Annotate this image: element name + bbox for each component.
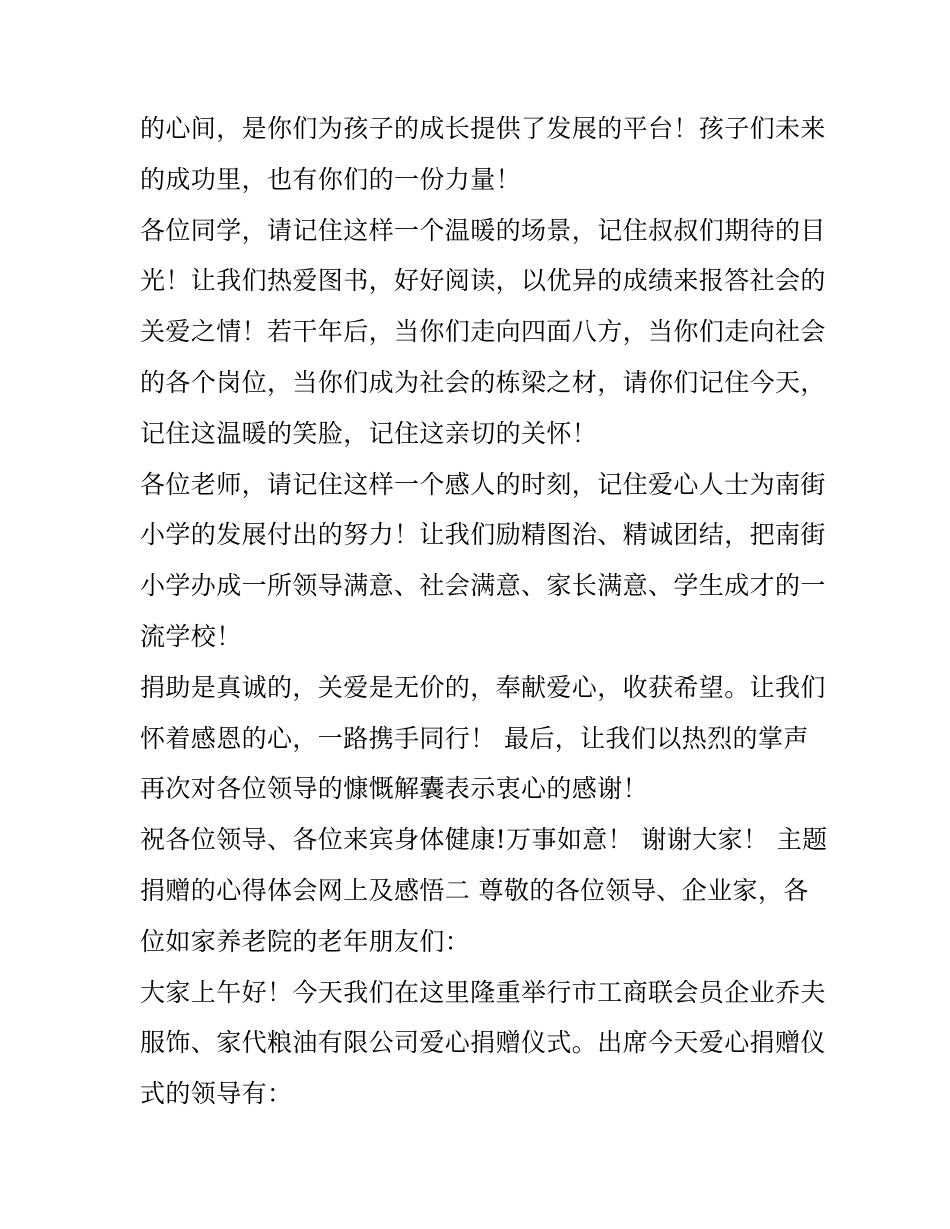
text-line: 式的领导有： [140, 1079, 293, 1109]
text-line: 捐赠的心得体会网上及感悟二 尊敬的各位领导、企业家，各 [140, 875, 809, 905]
text-line: 光！让我们热爱图书，好好阅读，以优异的成绩来报答社会的 [140, 266, 826, 296]
text-line: 的成功里，也有你们的一份力量！ [140, 164, 522, 194]
text-line: 怀着感恩的心，一路携手同行！ 最后，让我们以热烈的掌声 [140, 723, 809, 753]
text-line: 大家上午好！今天我们在这里隆重举行市工商联会员企业乔夫 [140, 977, 826, 1007]
text-line: 位如家养老院的老年朋友们： [140, 926, 471, 956]
text-line: 捐助是真诚的，关爱是无价的，奉献爱心，收获希望。让我们 [140, 672, 826, 702]
text-line: 祝各位领导、各位来宾身体健康!万事如意！ 谢谢大家！ 主题 [140, 825, 828, 855]
text-line: 记住这温暖的笑脸，记住这亲切的关怀！ [140, 418, 598, 448]
text-line: 的心间，是你们为孩子的成长提供了发展的平台！孩子们未来 [140, 114, 826, 143]
text-line: 小学的发展付出的努力！让我们励精图治、精诚团结，把南街 [140, 520, 826, 550]
text-line: 各位同学，请记住这样一个温暖的场景，记住叔叔们期待的目 [140, 215, 826, 245]
body-text [140, 104, 830, 1120]
text-line: 流学校！ [140, 621, 242, 651]
text-line: 各位老师，请记住这样一个感人的时刻，记住爱心人士为南街 [140, 469, 826, 499]
text-line: 的各个岗位，当你们成为社会的栋梁之材，请你们记住今天， [140, 367, 826, 397]
text-line: 再次对各位领导的慷慨解囊表示衷心的感谢！ [140, 774, 649, 804]
text-line: 关爱之情！若干年后，当你们走向四面八方，当你们走向社会 [140, 317, 826, 347]
text-line: 服饰、家代粮油有限公司爱心捐赠仪式。出席今天爱心捐赠仪 [140, 1028, 826, 1058]
text-line: 小学办成一所领导满意、社会满意、家长满意、学生成才的一 [140, 571, 826, 601]
